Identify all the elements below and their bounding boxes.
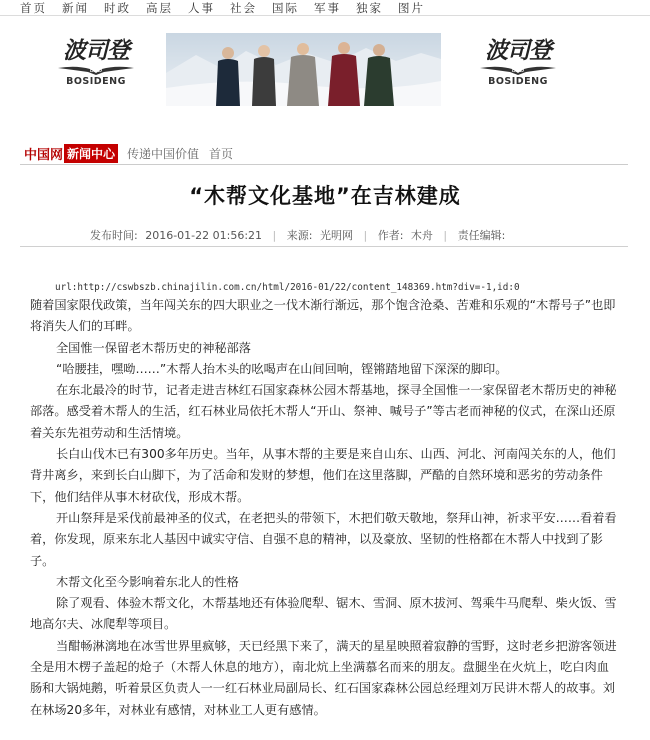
top-navigation <box>0 0 650 16</box>
section-heading: 木帮文化至今影响着东北人的性格 <box>56 574 239 589</box>
publish-time-label: 发布时间: <box>90 229 138 242</box>
nav-personnel[interactable]: 人事 <box>188 0 215 15</box>
author-label: 作者: <box>377 229 404 242</box>
site-slogan: 传递中国价值 <box>127 146 200 161</box>
brand-name-en-right: BOSIDENG <box>488 76 548 87</box>
article-body <box>30 281 620 721</box>
section-heading: 全国惟一保留老木帮历史的神秘部落 <box>56 340 251 355</box>
wing-emblem-icon <box>478 64 558 76</box>
article-title: “木帮文化基地”在吉林建成 <box>189 184 461 208</box>
ad-photo <box>166 33 441 106</box>
nav-pictures[interactable]: 图片 <box>398 0 425 15</box>
source-url: url:http://cswbszb.chinajilin.com.cn/html/2016-01/22/content_148369.htm?div=-1,id:0 <box>55 282 520 293</box>
brand-logo-right <box>474 38 562 96</box>
wing-emblem-icon <box>56 64 136 76</box>
paragraph: 随着国家限伐政策，当年闯关东的四大职业之一伐木渐行渐远，那个饱含沧桑、苦难和乐观的“木帮号子”也即将消失人们的耳畔。 <box>30 298 616 334</box>
paragraph: “哈腰挂，嘿呦……”木帮人抬木头的吆喝声在山间回响，铿锵踏地留下深深的脚印。 <box>56 361 508 376</box>
nav-exclusive[interactable]: 独家 <box>356 0 383 15</box>
brand-small-text-right: BSD <box>511 67 525 74</box>
paragraph: 在东北最冷的时节，记者走进吉林红石国家森林公园木帮基地，探寻全国惟一一家保留老木帮历史的神秘部落。感受着木帮人的生活，红石林业局依托木帮人“开山、祭神、喊号子”等古老而神秘的仪式，在深山还原着关东先祖劳动和生活情境。 <box>30 383 617 440</box>
source-label: 来源: <box>286 229 313 242</box>
brand-name-cn-right: 波司登 <box>485 37 551 64</box>
section-logo[interactable]: 新闻中心 <box>64 144 118 163</box>
brand-name-en: BOSIDENG <box>66 76 126 87</box>
paragraph: 除了观看、体验木帮文化，木帮基地还有体验爬犁、锯木、雪洞、原木拔河、驾乘牛马爬犁、柴火饭、雪地高尔夫、冰爬犁等项目。 <box>30 596 617 632</box>
nav-international[interactable]: 国际 <box>272 0 299 15</box>
brand-logo-left <box>52 38 140 96</box>
nav-home[interactable]: 首页 <box>20 0 47 15</box>
breadcrumb-home[interactable]: 首页 <box>209 146 234 161</box>
author-name: 木舟 <box>410 229 433 242</box>
meta-separator: | <box>272 229 277 242</box>
meta-separator: | <box>443 229 448 242</box>
article-meta <box>90 227 505 243</box>
meta-separator: | <box>363 229 368 242</box>
advertisement-banner[interactable] <box>0 16 650 116</box>
nav-leaders[interactable]: 高层 <box>146 0 173 15</box>
editor-label: 责任编辑: <box>457 229 506 242</box>
nav-military[interactable]: 军事 <box>314 0 341 15</box>
header-divider <box>20 164 628 165</box>
site-logo[interactable]: 中国网 <box>24 147 64 163</box>
publish-time: 2016-01-22 01:56:21 <box>145 229 263 242</box>
brand-name-cn: 波司登 <box>63 37 129 64</box>
brand-small-text: BSD <box>89 67 103 74</box>
meta-divider <box>20 246 628 247</box>
source-name[interactable]: 光明网 <box>319 229 353 242</box>
paragraph: 长白山伐木已有300多年历史。当年，从事木帮的主要是来自山东、山西、河北、河南闯关东的人，他们背井离乡，来到长白山脚下，为了活命和发财的梦想，他们在这里落脚，严酷的自然环境和恶劣的劳动条件下，他们结伴从事木材砍伐，形成木帮。 <box>30 447 616 504</box>
nav-society[interactable]: 社会 <box>230 0 257 15</box>
nav-news[interactable]: 新闻 <box>62 0 89 15</box>
site-header <box>24 143 233 163</box>
paragraph: 开山祭拜是采伐前最神圣的仪式，在老把头的带领下，木把们敬天敬地，祭拜山神，祈求平安……看着看着，你发现，原来东北人基因中诚实守信、自强不息的精神，以及豪放、坚韧的性格都在木帮人中找到了影子。 <box>30 510 617 568</box>
paragraph: 当酣畅淋漓地在冰雪世界里疯够，天已经黑下来了，满天的星星映照着寂静的雪野，这时老乡把游客领进全是用木楞子盖起的炝子（木帮人休息的地方），南北炕上坐满慕名而来的朋友。盘腿坐在火炕上，吃白肉血肠和大锅炖鹅，听着景区负责人一一红石林业局副局长、红石国家森林公园总经理刘万民讲木帮人的故事。刘在林场20多年，对林业有感情，对林业工人更有感情。 <box>30 638 617 717</box>
nav-politics[interactable]: 时政 <box>104 0 131 15</box>
